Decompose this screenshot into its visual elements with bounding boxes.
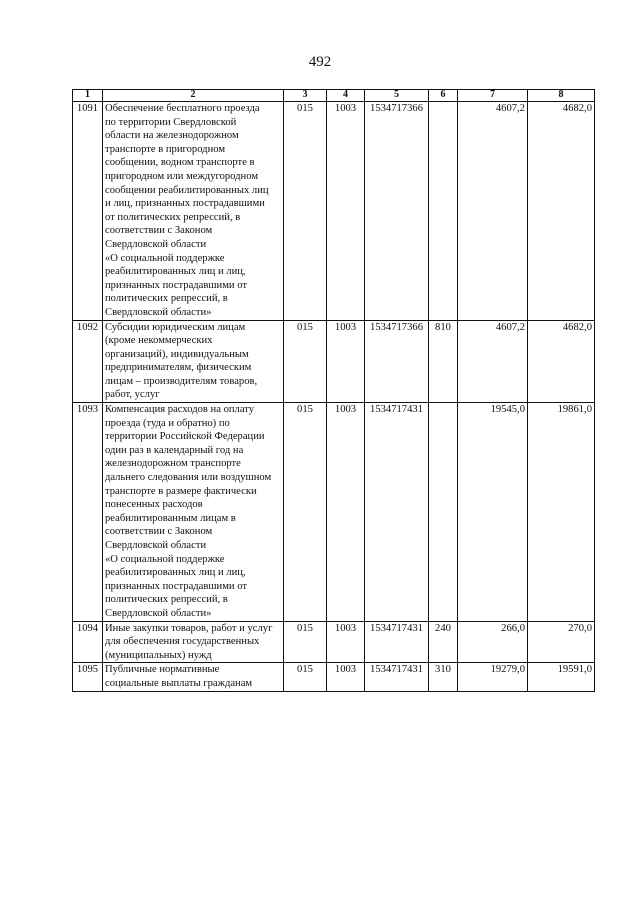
amount-col-7: 4607,2 [458,320,528,403]
ministry-code: 015 [284,621,327,663]
section-code: 1003 [327,320,365,403]
ministry-code: 015 [284,320,327,403]
section-code: 1003 [327,621,365,663]
target-code: 1534717431 [365,663,429,691]
ministry-code: 015 [284,102,327,321]
ministry-code: 015 [284,663,327,691]
header-col-5: 5 [365,90,429,102]
expense-type-code: 810 [429,320,458,403]
amount-col-8: 4682,0 [528,320,595,403]
row-number: 1092 [73,320,103,403]
row-name-text: Компенсация расходов на оплату проезда (туда и обратно) по территории Российской Федерации один раз в календарный год на железнодорожном транспорте дальнего следования или воздушном транспорте в размере фактически понесенных расходов реабилитированным лицам в соответствии с Законом Свердловской области «О социальной поддержке реабилитированных лиц и лиц, признанных пострадавшими от политических репрессий, в Свердловской области» [105,404,272,619]
page-number: 492 [308,54,332,70]
table-row [73,621,595,663]
expense-type-code: 310 [429,663,458,691]
row-name-text: Субсидии юридическим лицам (кроме некоммерческих организаций), индивидуальным предпринимателям, физическим лицам – производителям товаров, работ, услуг [105,321,258,401]
amount-col-8: 270,0 [528,621,595,663]
expense-type-code [429,403,458,622]
row-number: 1095 [73,663,103,691]
row-name-text: Иные закупки товаров, работ и услуг для обеспечения государственных (муниципальных) нужд [105,622,273,661]
row-name-text: Обеспечение бесплатного проезда по территории Свердловской области на железнодорожном транспорте в пригородном сообщении, водном транспорте в пригородном или междугородном сообщении реабилитированных лиц и лиц, признанных пострадавшими от политических репрессий, в соответствии с Законом Свердловской области «О социальной поддержке реабилитированных лиц и лиц, признанных пострадавшими от политических репрессий, в Свердловской области» [105,103,269,318]
table-row [73,663,595,691]
table-row [73,403,595,622]
target-code: 1534717366 [365,102,429,321]
amount-col-7: 19279,0 [458,663,528,691]
section-code: 1003 [327,663,365,691]
target-code: 1534717431 [365,403,429,622]
amount-col-7: 266,0 [458,621,528,663]
row-name [103,102,284,321]
table-row [73,320,595,403]
row-number: 1094 [73,621,103,663]
row-name [103,403,284,622]
row-name [103,663,284,691]
row-name [103,621,284,663]
table-row [73,102,595,321]
row-number: 1093 [73,403,103,622]
header-col-8: 8 [528,90,595,102]
row-name [103,320,284,403]
budget-table [72,89,595,692]
row-number: 1091 [73,102,103,321]
target-code: 1534717366 [365,320,429,403]
target-code: 1534717431 [365,621,429,663]
header-col-2: 2 [103,90,284,102]
row-name-text: Публичные нормативные социальные выплаты гражданам [105,664,253,689]
ministry-code: 015 [284,403,327,622]
amount-col-8: 19861,0 [528,403,595,622]
header-col-1: 1 [73,90,103,102]
section-code: 1003 [327,403,365,622]
header-col-6: 6 [429,90,458,102]
header-col-7: 7 [458,90,528,102]
amount-col-7: 4607,2 [458,102,528,321]
amount-col-8: 4682,0 [528,102,595,321]
section-code: 1003 [327,102,365,321]
header-row [73,90,595,102]
amount-col-8: 19591,0 [528,663,595,691]
amount-col-7: 19545,0 [458,403,528,622]
expense-type-code: 240 [429,621,458,663]
expense-type-code [429,102,458,321]
header-col-3: 3 [284,90,327,102]
header-col-4: 4 [327,90,365,102]
